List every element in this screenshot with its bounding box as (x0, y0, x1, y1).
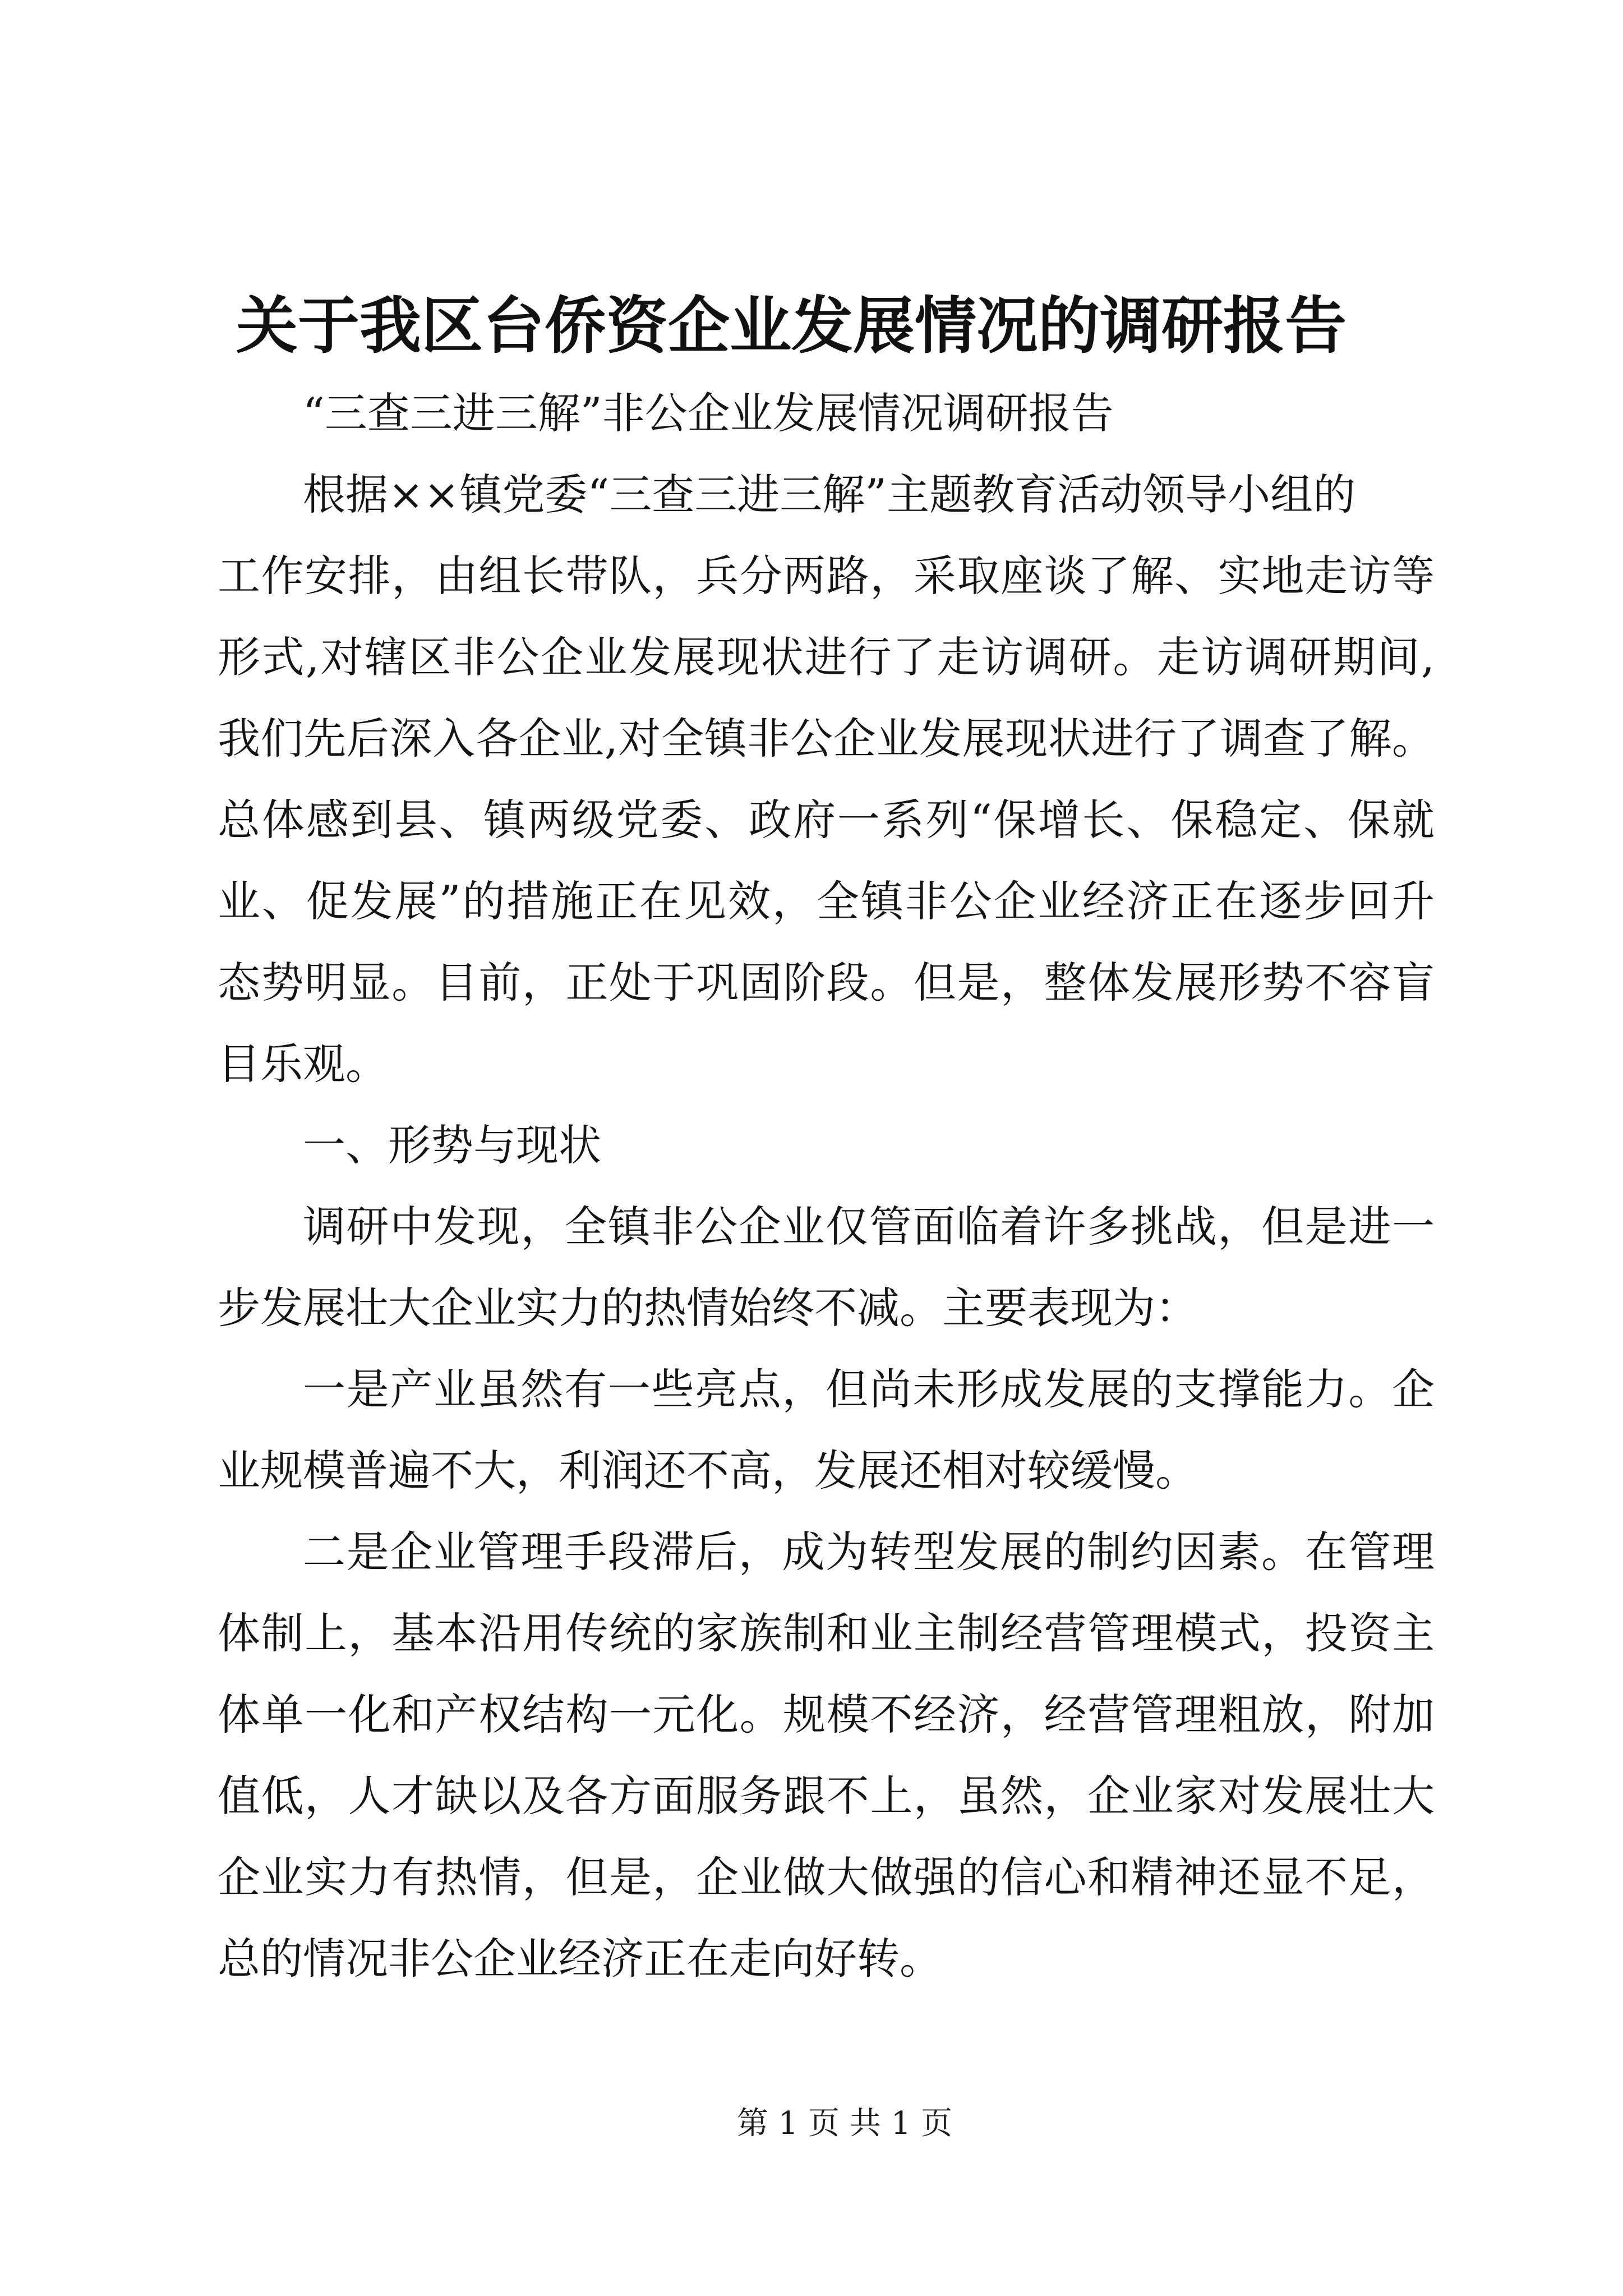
page-footer: 第 1 页 共 1 页 (736, 2105, 953, 2142)
text-line: 总的情况非公企业经济正在走向好转。 (218, 1934, 942, 1984)
text-line: 总体感到县、镇两级党委、政府一系列“保增长、保稳定、保就 (218, 795, 1435, 845)
text-line: 一是产业虽然有一些亮点，但尚未形成发展的支撑能力。企 (303, 1364, 1435, 1414)
section-heading-line: 一、形势与现状 (303, 1120, 601, 1170)
text-line: 业规模普遍不大，利润还不高，发展还相对较缓慢。 (218, 1446, 1198, 1496)
text-line: 形式,对辖区非公企业发展现状进行了走访调研。走访调研期间, (218, 632, 1435, 682)
text-line: 二是企业管理手段滞后，成为转型发展的制约因素。在管理 (303, 1527, 1435, 1577)
text-line: 业、促发展”的措施正在见效，全镇非公企业经济正在逐步回升 (218, 876, 1435, 926)
text-line: 根据××镇党委“三查三进三解”主题教育活动领导小组的 (303, 470, 1356, 519)
paragraph-point-two (218, 1511, 1435, 1999)
subtitle (218, 372, 1435, 454)
text-line: 体制上，基本沿用传统的家族制和业主制经营管理模式，投资主 (218, 1608, 1435, 1658)
document-body (218, 372, 1435, 1999)
text-line: 企业实力有热情，但是，企业做大做强的信心和精神还显不足， (218, 1852, 1435, 1902)
text-line: 工作安排，由组长带队，兵分两路，采取座谈了解、实地走访等 (218, 551, 1435, 601)
text-line: 目乐观。 (218, 1039, 388, 1089)
text-line: 我们先后深入各企业,对全镇非公企业发展现状进行了调查了解。 (218, 714, 1435, 763)
text-line: 步发展壮大企业实力的热情始终不减。主要表现为： (218, 1283, 1198, 1333)
paragraph-point-one (218, 1349, 1435, 1511)
paragraph-intro (218, 454, 1435, 1105)
text-line: 体单一化和产权结构一元化。规模不经济，经营管理粗放，附加 (218, 1690, 1435, 1740)
section-heading (218, 1105, 1435, 1186)
paragraph-findings (218, 1186, 1435, 1349)
subtitle-line: “三查三进三解”非公企业发展情况调研报告 (303, 388, 1114, 438)
page-title: 关于我区台侨资企业发展情况的调研报告 (236, 289, 1347, 362)
text-line: 调研中发现，全镇非公企业仅管面临着许多挑战，但是进一 (303, 1202, 1435, 1251)
text-line: 态势明显。目前，正处于巩固阶段。但是，整体发展形势不容盲 (218, 958, 1435, 1007)
text-line: 值低，人才缺以及各方面服务跟不上，虽然，企业家对发展壮大 (218, 1771, 1435, 1821)
